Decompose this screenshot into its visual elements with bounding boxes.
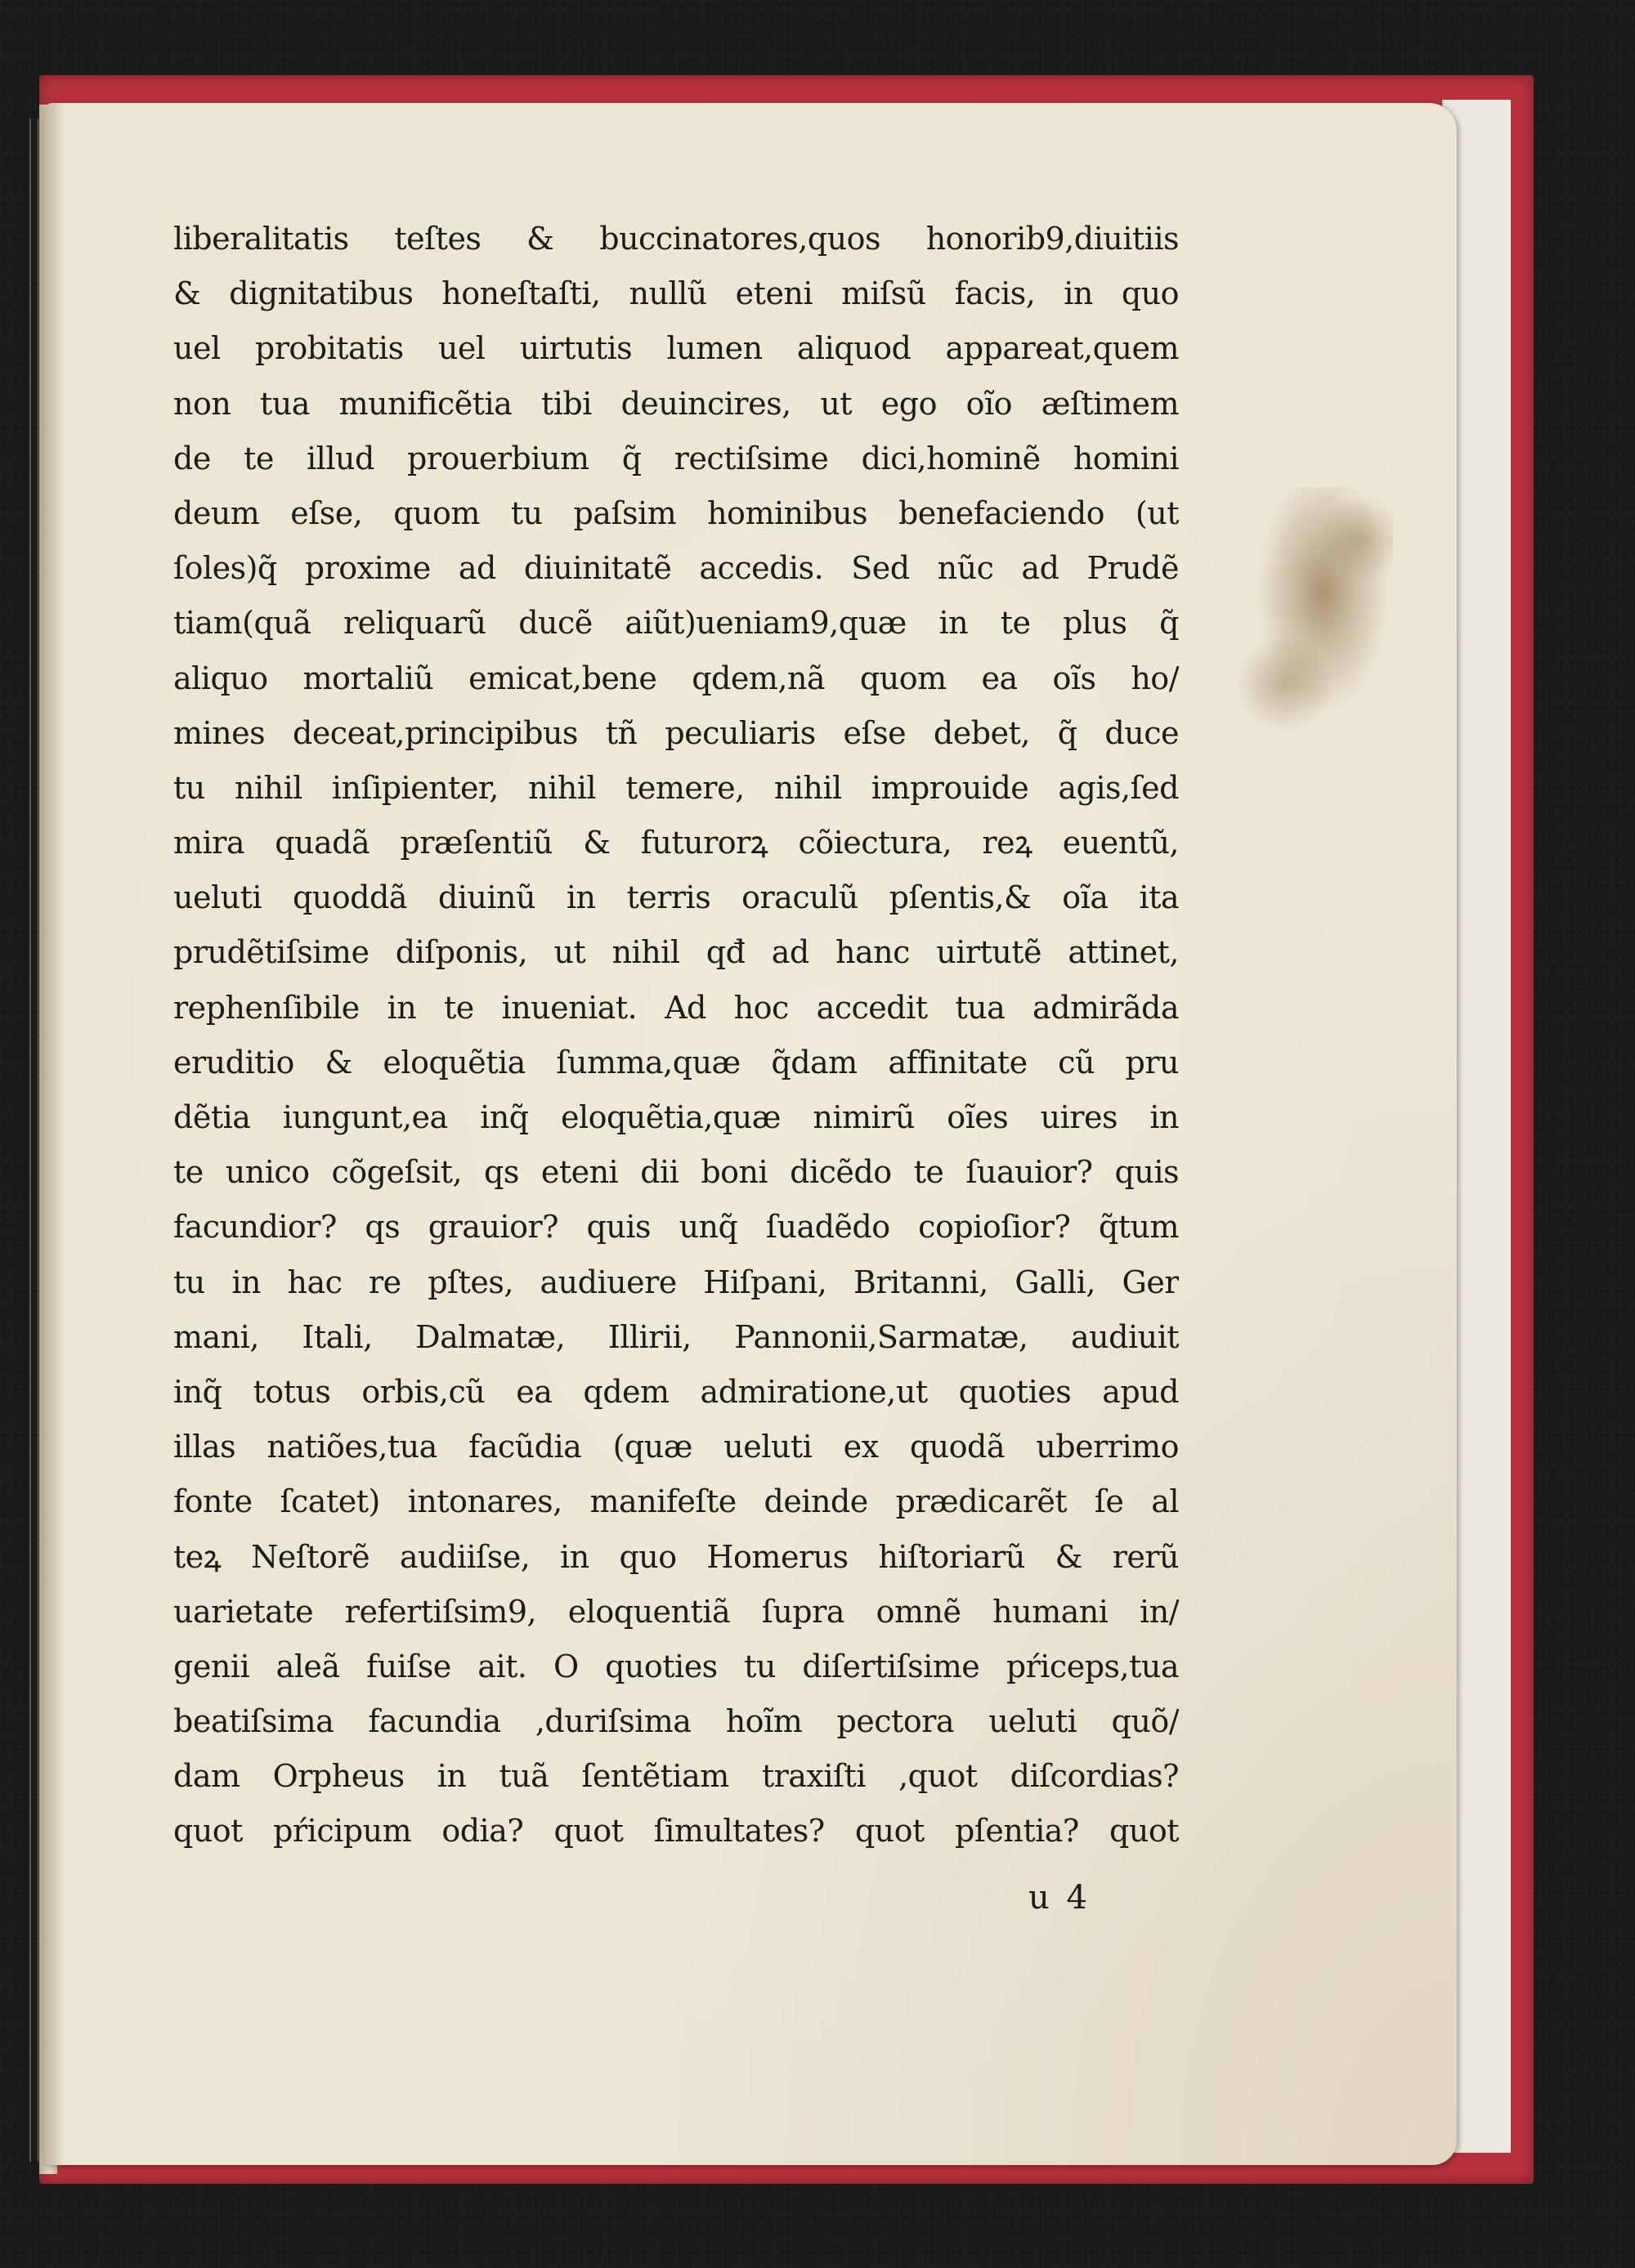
text-line: de te illud prouerbium q̃ rectiſsime dici,hominẽ homini [173, 440, 1179, 476]
text-line: uarietate refertiſsim9, eloquentiã ſupra omnẽ humani in/ [173, 1593, 1179, 1630]
text-line: tu in hac re pſtes, audiuere Hiſpani, Britanni, Galli, Ger [173, 1264, 1179, 1300]
text-line: ueluti quoddã diuinũ in terris oraculũ pſentis,& oĩa ita [173, 879, 1179, 916]
text-line: tu nihil inſipienter, nihil temere, nihil improuide agis,ſed [173, 769, 1179, 806]
text-line: uel probitatis uel uirtutis lumen aliquod appareat,quem [173, 330, 1179, 367]
foxing-stain [1238, 487, 1393, 749]
text-line: illas natiões,tua facũdia (quæ ueluti ex quodã uberrimo [173, 1429, 1179, 1465]
text-line: deum eſse, quom tu paſsim hominibus benefaciendo (ut [173, 494, 1179, 531]
text-line: mira quadã præſentiũ & futurorꝝ cõiectura, reꝝ euentũ, [173, 825, 1179, 861]
text-line: aliquo mortaliũ emicat,bene qdem,nã quom ea oĩs ho/ [173, 660, 1179, 696]
page-gutter-shadow [44, 103, 65, 2165]
text-line: dẽtia iungunt,ea inq̃ eloquẽtia,quæ nimirũ oĩes uires in [173, 1099, 1179, 1135]
text-line: eruditio & eloquẽtia ſumma,quæ q̃dam affinitate cũ pru [173, 1044, 1179, 1080]
left-page-leaf-edges [29, 119, 38, 2162]
text-block [173, 212, 1179, 1859]
text-line: mines deceat,principibus tñ peculiaris eſse debet, q̃ duce [173, 714, 1179, 751]
signature-mark: u 4 [1028, 1879, 1091, 1917]
text-line: tiam(quã reliquarũ ducẽ aiũt)ueniam9,quæ in te plus q̃ [173, 605, 1179, 642]
text-line: inq̃ totus orbis,cũ ea qdem admiratione,ut quoties apud [173, 1373, 1179, 1410]
text-line: non tua munificẽtia tibi deuincires, ut ego oĩo æſtimem [173, 385, 1179, 422]
text-line: teꝝ Neſtorẽ audiiſse, in quo Homerus hiſtoriarũ & rerũ [173, 1538, 1179, 1575]
text-line: dam Orpheus in tuã ſentẽtiam traxiſti ,quot diſcordias? [173, 1758, 1179, 1795]
text-line: prudẽtiſsime diſponis, ut nihil qđ ad hanc uirtutẽ attinet, [173, 934, 1179, 971]
text-line: & dignitatibus honeſtaſti, nullũ eteni miſsũ facis, in quo [173, 275, 1179, 312]
text-line: te unico cõgeſsit, qs eteni dii boni dicẽdo te ſuauior? quis [173, 1154, 1179, 1191]
text-line: genii aleã fuiſse ait. O quoties tu diſertiſsime pŕiceps,tua [173, 1648, 1179, 1684]
text-line: mani, Itali, Dalmatæ, Illirii, Pannonii,Sarmatæ, audiuit [173, 1318, 1179, 1355]
text-line: quot pŕicipum odia? quot ſimultates? quot pſentia? quot [173, 1813, 1179, 1850]
text-line: liberalitatis teſtes & buccinatores,quos honorib9,diuitiis [173, 221, 1179, 257]
text-line: facundior? qs grauior? quis unq̃ ſuadẽdo copioſior? q̃tum [173, 1209, 1179, 1246]
text-line: ſoles)q̃ proxime ad diuinitatẽ accedis. Sed nũc ad Prudẽ [173, 550, 1179, 587]
text-line: fonte ſcatet) intonares, manifeſte deinde prædicarẽt ſe al [173, 1483, 1179, 1520]
text-line: beatiſsima facundia ,duriſsima hoĩm pectora ueluti quõ/ [173, 1703, 1179, 1740]
text-line: rephenſibile in te inueniat. Ad hoc accedit tua admirãda [173, 989, 1179, 1026]
